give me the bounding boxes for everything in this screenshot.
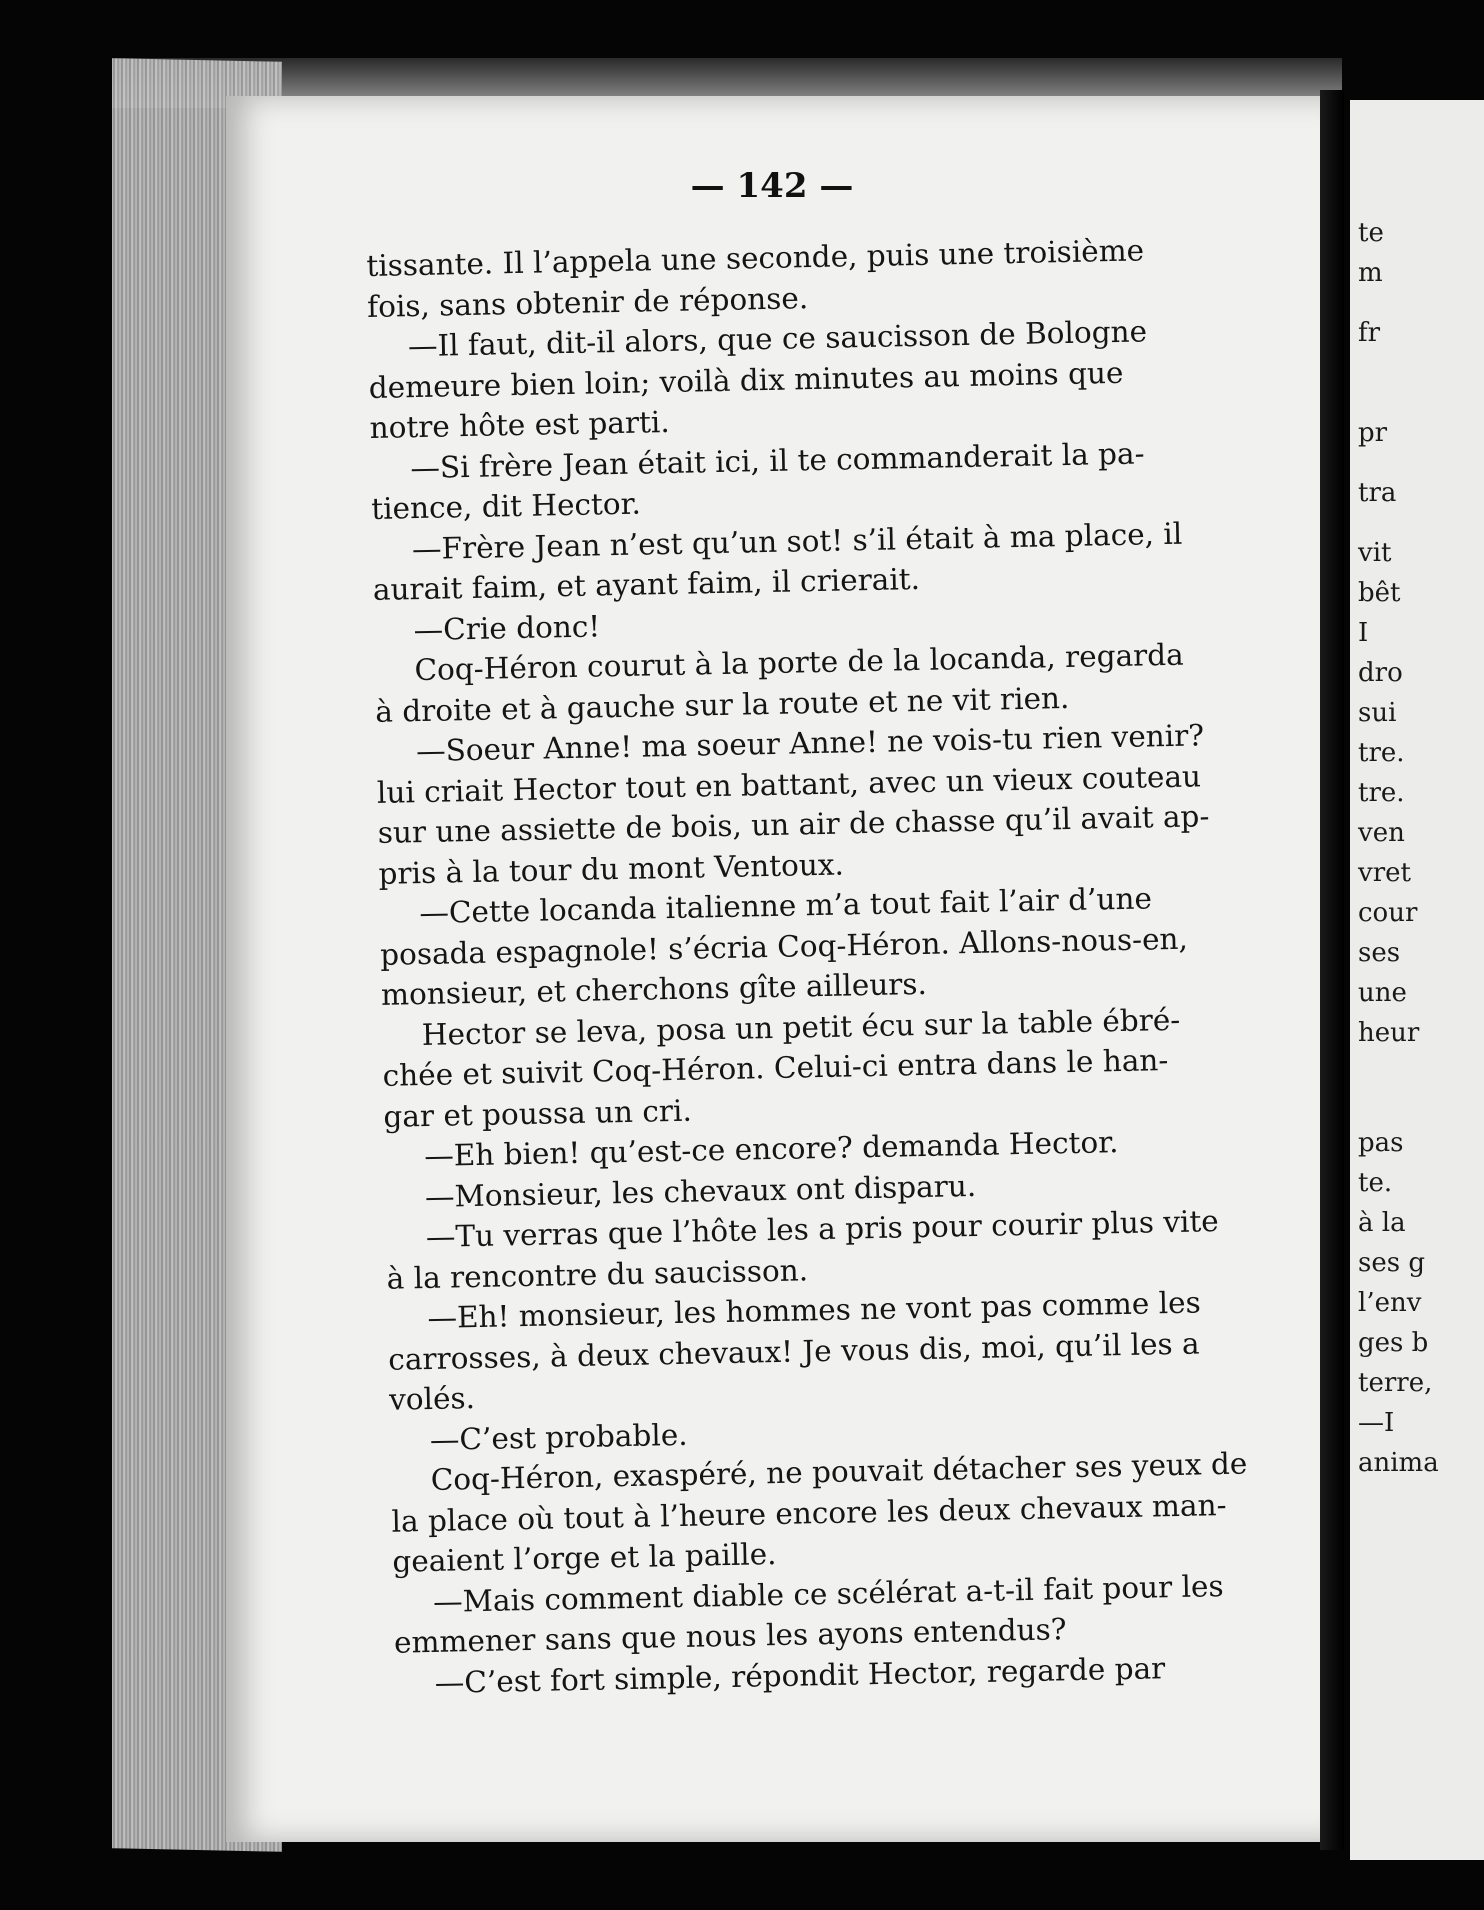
facing-page-fragment: tre. — [1358, 778, 1405, 808]
text-line: lui criait Hector tout en battant, avec un vieux couteau — [376, 758, 1202, 810]
text-line: —Crie donc! — [413, 608, 601, 647]
text-line: —Tu verras que l’hôte les a pris pour courir plus vite — [425, 1204, 1220, 1254]
text-line: Coq-Héron courut à la porte de la locanda, regarda — [414, 637, 1184, 688]
text-line: geaient l’orge et la paille. — [392, 1537, 777, 1579]
facing-page-fragment: terre, — [1358, 1368, 1433, 1398]
facing-page-fragment: l’env — [1358, 1288, 1422, 1318]
text-line: —Il faut, dit-il alors, que ce saucisson de Bologne — [407, 314, 1148, 364]
text-line: —Mais comment diable ce scélérat a-t-il fait pour les — [432, 1568, 1224, 1619]
facing-page-fragment: cour — [1358, 898, 1418, 928]
facing-page-fragment: te — [1358, 218, 1384, 248]
facing-page-fragment: fr — [1358, 318, 1381, 348]
facing-page-fragment: m — [1358, 258, 1383, 288]
text-line: —C’est fort simple, répondit Hector, regarde par — [434, 1650, 1166, 1700]
text-line: —Cette locanda italienne m’a tout fait l’air d’une — [419, 881, 1153, 931]
text-line: aurait faim, et ayant faim, il crierait. — [372, 561, 921, 607]
facing-page-fragment: une — [1358, 978, 1407, 1008]
text-line: —Monsieur, les chevaux ont disparu. — [424, 1168, 977, 1214]
facing-page-fragment: ses — [1358, 938, 1401, 968]
book-gutter — [1320, 90, 1344, 1850]
page-body-text — [366, 229, 1248, 1704]
text-line: chée et suivit Coq-Héron. Celui-ci entra dans le han- — [382, 1043, 1169, 1093]
facing-page-fragment: sui — [1358, 698, 1397, 728]
text-line: à la rencontre du saucisson. — [386, 1252, 809, 1296]
text-line: —Soeur Anne! ma soeur Anne! ne vois-tu rien venir? — [415, 718, 1205, 769]
facing-page-fragment: heur — [1358, 1018, 1420, 1048]
facing-page-fragment: pr — [1358, 418, 1388, 448]
facing-page-fragment: dro — [1358, 658, 1403, 688]
text-line: sur une assiette de bois, un air de chasse qu’il avait ap- — [377, 799, 1210, 850]
text-line: carrosses, à deux chevaux! Je vous dis, moi, qu’il les a — [388, 1325, 1200, 1377]
text-line: notre hôte est parti. — [369, 404, 671, 445]
text-line: —Eh bien! qu’est-ce encore? demanda Hector. — [423, 1125, 1119, 1174]
facing-page-fragment: te. — [1358, 1168, 1393, 1198]
facing-page-fragment: anima — [1358, 1448, 1439, 1478]
facing-page-fragment: bêt — [1358, 578, 1401, 608]
text-line: la place où tout à l’heure encore les deux chevaux man- — [391, 1487, 1227, 1539]
text-line: —Frère Jean n’est qu’un sot! s’il était à ma place, il — [411, 516, 1183, 566]
text-line: volés. — [388, 1381, 476, 1417]
left-page — [226, 96, 1334, 1842]
facing-page-fragment: —I — [1358, 1408, 1395, 1438]
text-line: Hector se leva, posa un petit écu sur la table ébré- — [421, 1002, 1181, 1052]
facing-page-fragment: tre. — [1358, 738, 1405, 768]
facing-page-fragment: à la — [1358, 1208, 1406, 1238]
text-line: —Eh! monsieur, les hommes ne vont pas comme les — [427, 1285, 1202, 1335]
text-line: gar et poussa un cri. — [383, 1093, 693, 1134]
text-line: —C’est probable. — [429, 1417, 688, 1457]
text-line: demeure bien loin; voilà dix minutes au moins que — [368, 355, 1124, 405]
facing-page-fragment: ges b — [1358, 1328, 1429, 1358]
text-line: posada espagnole! s’écria Coq-Héron. Allons-nous-en, — [379, 921, 1189, 972]
facing-page-fragment: ven — [1358, 818, 1405, 848]
text-line: Coq-Héron, exaspéré, ne pouvait détacher ses yeux de — [430, 1446, 1248, 1497]
text-line: tience, dit Hector. — [370, 486, 642, 526]
text-line: emmener sans que nous les ayons entendus? — [393, 1612, 1067, 1660]
text-line: fois, sans obtenir de réponse. — [366, 280, 809, 324]
facing-page-fragment: I — [1358, 618, 1369, 648]
text-line: tissante. Il l’appela une seconde, puis une troisième — [366, 233, 1145, 283]
text-line: à droite et à gauche sur la route et ne vit rien. — [375, 680, 1070, 729]
text-line: pris à la tour du mont Ventoux. — [378, 847, 845, 891]
text-line: —Si frère Jean était ici, il te commanderait la pa- — [410, 435, 1145, 485]
facing-page-fragment: tra — [1358, 478, 1397, 508]
text-line: monsieur, et cherchons gîte ailleurs. — [380, 966, 928, 1012]
page-number: — 142 — — [690, 166, 854, 206]
facing-page-fragment: pas — [1358, 1128, 1404, 1158]
facing-page-fragment: vret — [1358, 858, 1411, 888]
facing-page-fragment: ses g — [1358, 1248, 1425, 1278]
facing-page-fragment: vit — [1358, 538, 1392, 568]
facing-page-edge — [1350, 100, 1484, 1860]
